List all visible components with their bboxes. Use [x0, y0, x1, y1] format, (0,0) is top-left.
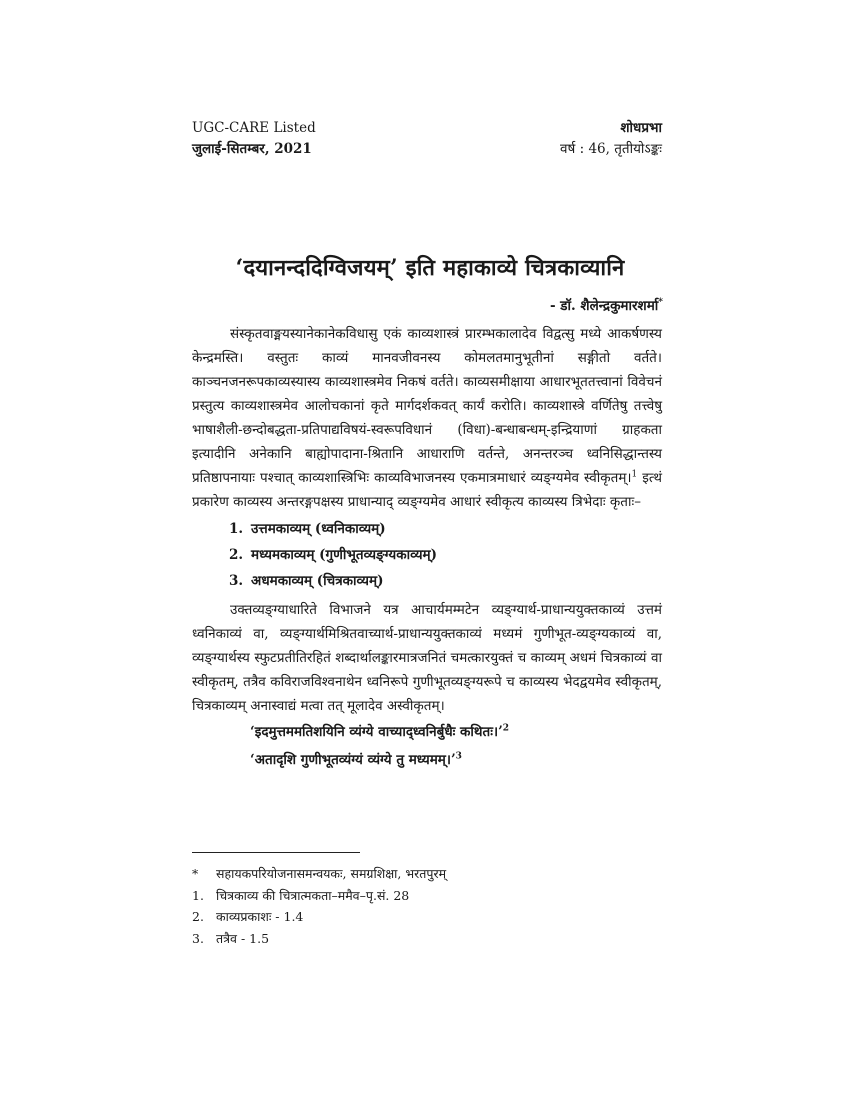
footnote-ref-2: 2	[502, 723, 510, 734]
footnote-item: 2. काव्यप्रकाशः - 1.4	[192, 909, 304, 924]
footnote-ref-1: 1	[631, 469, 638, 480]
journal-listing: UGC-CARE Listed	[192, 120, 316, 136]
list-item: 3. अधमकाव्यम् (चित्रकाव्यम्)	[229, 573, 384, 589]
footnote-item: * सहायकपरियोजनासमन्वयकः, समग्रशिक्षा, भरतपुरम्	[192, 866, 447, 881]
second-paragraph: उक्तव्यङ्ग्याधारिते विभाजने यत्र आचार्यमम्मटेन व्यङ्ग्यार्थ-प्राधान्ययुक्तकाव्यं उत्तमं ध्वनिकाव्यं वा, व्यङ्ग्यार्थमिश्रितवाच्यार्थ-प्राधान्ययुक्तकाव्यं मध्यमं गुणीभूत-व्यङ्ग्यकाव्यं वा, व्यङ्ग्यार्थस्य स्फुटप्रतीतिरहितं शब्दार्थालङ्कारमात्रजनितं चमत्कारयुक्तं च काव्यम् अधमं चित्रकाव्यं वा स्वीकृतम्, तत्रैव कविराजविश्वनाथेन ध्वनिरूपे गुणीभूतव्यङ्ग्यरूपे च काव्यस्य भेदद्वयमेव स्वीकृतम्, चित्रकाव्यम् अनास्वाद्यं मत्वा तत् मूलादेव अस्वीकृतम्।	[192, 602, 662, 714]
article-title: ‘दयानन्ददिग्विजयम्’ इति महाकाव्ये चित्रकाव्यानि	[235, 255, 625, 281]
author-name: - डॉ. शैलेन्द्रकुमारशर्मा	[549, 298, 659, 314]
article-body	[192, 322, 662, 774]
list-item: 1. उत्तमकाव्यम् (ध्वनिकाव्यम्)	[229, 521, 386, 537]
footnote-ref-3: 3	[455, 751, 462, 762]
journal-name: शोधप्रभा	[620, 120, 662, 136]
intro-paragraph: संस्कृतवाङ्मयस्यानेकानेकविधासु एकं काव्यशास्त्रं प्रारम्भकालादेव विद्वत्सु मध्ये आकर्षणस्य केन्द्रमस्ति। वस्तुतः काव्यं मानवजीवनस्य कोमलतमानुभूतीनां सङ्गीतो वर्तते। काञ्चनजनरूपकाव्यस्यास्य काव्यशास्त्रमेव निकषं वर्तते। काव्यसमीक्षाया आधारभूततत्त्वानां विवेचनं प्रस्तुत्य काव्यशास्त्रमेव आलोचकानां कृते मार्गदर्शकवत् कार्यं करोति। काव्यशास्त्रे वर्णितेषु तत्त्वेषु भाषाशैली-छन्दोबद्धता-प्रतिपाद्यविषयं-स्वरूपविधानं (विधा)-बन्धाबन्धम्-इन्द्रियाणां ग्राहकता इत्यादीनि अनेकानि बाह्योपादाना-श्रितानि आधाराणि वर्तन्ते, अनन्तरञ्च ध्वनिसिद्धान्तस्य प्रतिष्ठापनायाः पश्चात् काव्यशास्त्रिभिः काव्यविभाजनस्य एकमात्रमाधारं व्यङ्ग्यमेव स्वीकृतम्।$^1$ इत्थं प्रकारेण काव्यस्य अन्तरङ्गपक्षस्य प्राधान्याद् व्यङ्ग्यमेव आधारं स्वीकृत्य काव्यस्य त्रिभेदाः कृताः–	[192, 326, 662, 510]
issue-period: जुलाई-सितम्बर, 2021	[192, 141, 312, 157]
footnote-item: 3. तत्रैव - 1.5	[192, 930, 270, 946]
list-item: 2. मध्यमकाव्यम् (गुणीभूतव्यङ्ग्यकाव्यम्)	[229, 547, 438, 563]
footnote-item: 1. चित्रकाव्य की चित्रात्मकता–ममैव–पृ.सं. 28	[192, 887, 410, 903]
quote-verse: ‘अतादृशि गुणीभूतव्यंग्यं व्यंग्ये तु मध्यमम्।’$^3$	[250, 751, 462, 768]
quote-verse: ‘इदमुत्तममतिशयिनि व्यंग्ये वाच्याद्ध्वनिर्बुधैः कथितः।’$^2$	[250, 723, 510, 740]
poetry-types-list	[192, 516, 662, 594]
footnote-divider	[192, 852, 360, 853]
author-line	[330, 296, 663, 314]
volume-issue: वर्ष : 46, तृतीयोऽङ्कः	[560, 141, 662, 157]
author-footnote-mark: *	[658, 297, 663, 308]
page-header	[192, 118, 662, 160]
footnotes	[192, 863, 662, 949]
